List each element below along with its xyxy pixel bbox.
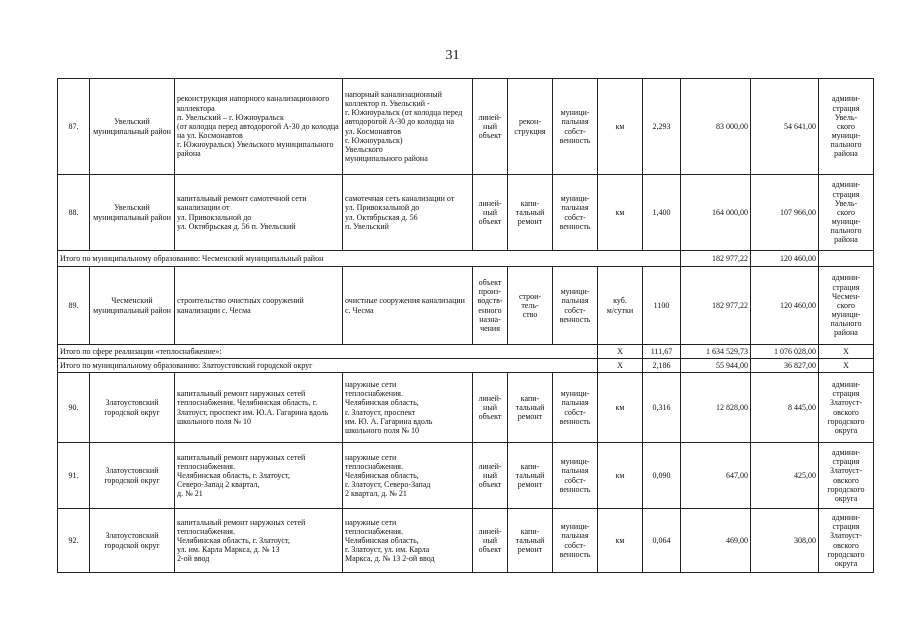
event-cell: капитальный ремонт наружных сетей теплоснабжения. Челябинская область, г. Златоуст, Северо-Запад 2 квартал, д. № 21	[175, 443, 343, 509]
row-number: 91.	[58, 443, 90, 509]
work-type-cell: капи- тальный ремонт	[508, 509, 553, 573]
unit-cell: X	[598, 359, 643, 373]
quantity-cell: 0,090	[643, 443, 681, 509]
subtotal-row	[58, 251, 874, 267]
table-row	[58, 175, 874, 251]
work-type-cell: капи- тальный ремонт	[508, 175, 553, 251]
cost-total-cell: 83 000,00	[681, 79, 751, 175]
cost-budget-cell: 8 445,00	[751, 373, 819, 443]
cost-total-cell: 469,00	[681, 509, 751, 573]
unit-cell: X	[598, 345, 643, 359]
event-cell: капитальный ремонт наружных сетей теплоснабжения. Челябинская область, г. Златоуст, проспект им. Ю.А. Гагарина вдоль школьного поля № 10	[175, 373, 343, 443]
empty-cell	[819, 251, 874, 267]
cost-budget-cell: 107 966,00	[751, 175, 819, 251]
object-cell: очистные сооружения канализации с. Чесма	[343, 267, 473, 345]
ownership-cell: муници- пальная собст- венность	[553, 443, 598, 509]
total-label: Итого по сфере реализации «теплоснабжение»:	[58, 345, 598, 359]
cost-total-cell: 55 944,00	[681, 359, 751, 373]
total-row	[58, 359, 874, 373]
cost-budget-cell: 120 460,00	[751, 267, 819, 345]
cost-total-cell: 182 977,22	[681, 251, 751, 267]
municipality-cell: Златоустовский городской округ	[90, 443, 175, 509]
administrator-cell: админи- страция Увель- ского муници- пального района	[819, 79, 874, 175]
cost-total-cell: 182 977,22	[681, 267, 751, 345]
administrator-cell: админи- страция Златоуст- овского городского округа	[819, 509, 874, 573]
ownership-cell: муници- пальная собст- венность	[553, 79, 598, 175]
work-type-cell: рекон- струкция	[508, 79, 553, 175]
cost-budget-cell: 308,00	[751, 509, 819, 573]
quantity-cell: 2,186	[643, 359, 681, 373]
municipality-cell: Увельский муниципальный район	[90, 79, 175, 175]
object-type-cell: линей- ный объект	[473, 373, 508, 443]
object-cell: самотечная сеть канализации от ул. Привокзальной до ул. Октябрьская д. 56 п. Увельский	[343, 175, 473, 251]
row-number: 88.	[58, 175, 90, 251]
object-type-cell: линей- ный объект	[473, 175, 508, 251]
total-row	[58, 345, 874, 359]
unit-cell: км	[598, 175, 643, 251]
quantity-cell: 1,400	[643, 175, 681, 251]
event-cell: строительство очистных сооружений канализации с. Чесма	[175, 267, 343, 345]
total-label: Итого по муниципальному образованию: Златоустовский городской округ	[58, 359, 598, 373]
event-cell: капитальный ремонт наружных сетей теплоснабжения. Челябинская область, г. Златоуст, ул. им. Карла Маркса, д. № 13 2-ой ввод	[175, 509, 343, 573]
municipality-cell: Златоустовский городской округ	[90, 373, 175, 443]
work-type-cell: капи- тальный ремонт	[508, 443, 553, 509]
cost-total-cell: 1 634 529,73	[681, 345, 751, 359]
page-number: 31	[445, 48, 460, 63]
cost-total-cell: 164 000,00	[681, 175, 751, 251]
table-row	[58, 373, 874, 443]
investment-program-table	[57, 78, 874, 573]
work-type-cell: строи- тель- ство	[508, 267, 553, 345]
administrator-cell: админи- страция Златоуст- овского городского округа	[819, 373, 874, 443]
municipality-cell: Златоустовский городской округ	[90, 509, 175, 573]
administrator-cell: админи- страция Златоуст- овского городского округа	[819, 443, 874, 509]
unit-cell: куб. м/сутки	[598, 267, 643, 345]
cost-budget-cell: 120 460,00	[751, 251, 819, 267]
ownership-cell: муници- пальная собст- венность	[553, 373, 598, 443]
ownership-cell: муници- пальная собст- венность	[553, 509, 598, 573]
unit-cell: км	[598, 509, 643, 573]
quantity-cell: 0,316	[643, 373, 681, 443]
cost-budget-cell: 1 076 028,00	[751, 345, 819, 359]
unit-cell: км	[598, 79, 643, 175]
row-number: 90.	[58, 373, 90, 443]
cost-budget-cell: 54 641,00	[751, 79, 819, 175]
administrator-cell: X	[819, 345, 874, 359]
unit-cell: км	[598, 443, 643, 509]
row-number: 89.	[58, 267, 90, 345]
object-type-cell: линей- ный объект	[473, 79, 508, 175]
municipality-cell: Увельский муниципальный район	[90, 175, 175, 251]
object-cell: напорный канализационный коллектор п. Увельский - г. Южноуральск (от колодца перед автодорогой А-30 до колодца на ул. Космонавтов г. Южноуральск) Увельского муниципального района	[343, 79, 473, 175]
cost-total-cell: 12 828,00	[681, 373, 751, 443]
administrator-cell: админи- страция Увель- ского муници- пального района	[819, 175, 874, 251]
ownership-cell: муници- пальная собст- венность	[553, 267, 598, 345]
table-row	[58, 443, 874, 509]
table-row	[58, 79, 874, 175]
table-row	[58, 509, 874, 573]
event-cell: реконструкция напорного канализационного коллектора п. Увельский – г. Южноуральск (от колодца перед автодорогой А-30 до колодца на ул. Космонавтов г. Южноуральск) Увельского муниципального района	[175, 79, 343, 175]
object-cell: наружные сети теплоснабжения. Челябинская область, г. Златоуст, Северо-Запад 2 квартал, д. № 21	[343, 443, 473, 509]
quantity-cell: 0,064	[643, 509, 681, 573]
table-row	[58, 267, 874, 345]
municipality-cell: Чесменский муниципальный район	[90, 267, 175, 345]
unit-cell: км	[598, 373, 643, 443]
quantity-cell: 2,293	[643, 79, 681, 175]
object-type-cell: линей- ный объект	[473, 509, 508, 573]
event-cell: капитальный ремонт самотечной сети канализации от ул. Привокзальной до ул. Октябрьская д. 56 п. Увельский	[175, 175, 343, 251]
object-type-cell: объект произ- водств- енного назна- чения	[473, 267, 508, 345]
object-type-cell: линей- ный объект	[473, 443, 508, 509]
table-body	[58, 79, 874, 573]
row-number: 92.	[58, 509, 90, 573]
administrator-cell: X	[819, 359, 874, 373]
work-type-cell: капи- тальный ремонт	[508, 373, 553, 443]
subtotal-label: Итого по муниципальному образованию: Чесменский муниципальный район	[58, 251, 681, 267]
object-cell: наружные сети теплоснабжения. Челябинская область, г. Златоуст, проспект им. Ю. А. Гагарина вдоль школьного поля № 10	[343, 373, 473, 443]
row-number: 87.	[58, 79, 90, 175]
quantity-cell: 111,67	[643, 345, 681, 359]
quantity-cell: 1100	[643, 267, 681, 345]
administrator-cell: админи- страция Чесмен- ского муници- пального района	[819, 267, 874, 345]
ownership-cell: муници- пальная собст- венность	[553, 175, 598, 251]
object-cell: наружные сети теплоснабжения. Челябинская область, г. Златоуст, ул. им. Карла Маркса, д. № 13 2-ой ввод	[343, 509, 473, 573]
cost-budget-cell: 36 827,00	[751, 359, 819, 373]
cost-budget-cell: 425,00	[751, 443, 819, 509]
cost-total-cell: 647,00	[681, 443, 751, 509]
